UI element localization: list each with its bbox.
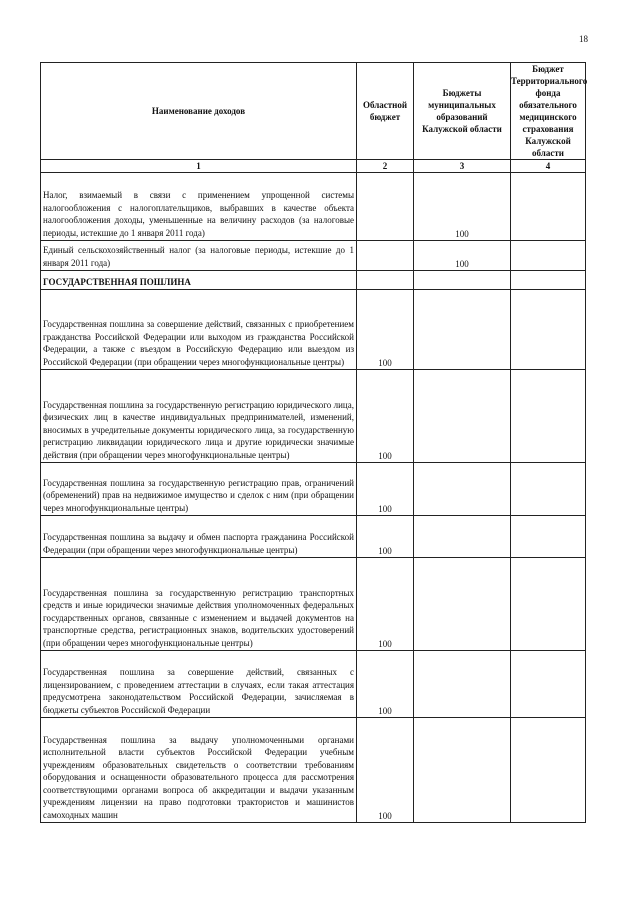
cell-municipal xyxy=(414,370,511,463)
header-regional-budget: Областной бюджет xyxy=(357,63,414,160)
cell-regional: 100 xyxy=(357,463,414,516)
cell-fund xyxy=(511,290,586,370)
row-description: Государственная пошлина за совершение действий, связанных с лицензированием, с проведением аттестации в случаях, если такая аттестация предусмотрена законодательством Российской Федерации, зачисляемая в бюджеты субъектов Российской Федерации xyxy=(41,651,357,718)
cell-municipal xyxy=(414,558,511,651)
table-row xyxy=(41,290,586,370)
table-header-row xyxy=(41,63,586,160)
cell-municipal xyxy=(414,271,511,290)
cell-fund xyxy=(511,718,586,823)
row-description: Налог, взимаемый в связи с применением упрощенной системы налогообложения с налогоплательщиков, выбравших в качестве объекта налогообложения доходы, уменьшенные на величину расходов (за налоговые периоды, истекшие до 1 января 2011 года) xyxy=(41,173,357,241)
cell-regional: 100 xyxy=(357,718,414,823)
cell-regional: 100 xyxy=(357,516,414,558)
cell-fund xyxy=(511,516,586,558)
table-row xyxy=(41,463,586,516)
cell-municipal: 100 xyxy=(414,241,511,271)
cell-regional: 100 xyxy=(357,651,414,718)
column-number-row xyxy=(41,160,586,173)
cell-municipal xyxy=(414,651,511,718)
table-row xyxy=(41,651,586,718)
table-row xyxy=(41,370,586,463)
cell-municipal xyxy=(414,290,511,370)
cell-regional: 100 xyxy=(357,290,414,370)
cell-regional: 100 xyxy=(357,370,414,463)
cell-fund xyxy=(511,651,586,718)
table-row xyxy=(41,558,586,651)
row-description: Государственная пошлина за выдачу уполномоченными органами исполнительной власти субъектов Российской Федерации учебным учреждениям образовательных свидетельств о соответствии требованиям оборудования и оснащенности образовательного процесса для рассмотрения соответствующими органами вопроса об аккредитации и выдачи указанным учреждениям лицензии на право подготовки трактористов и машинистов самоходных машин xyxy=(41,718,357,823)
column-number: 1 xyxy=(41,160,357,173)
page-number: 18 xyxy=(579,34,588,44)
cell-regional xyxy=(357,173,414,241)
cell-fund xyxy=(511,271,586,290)
section-heading-row xyxy=(41,271,586,290)
cell-regional xyxy=(357,271,414,290)
row-description: Государственная пошлина за выдачу и обмен паспорта гражданина Российской Федерации (при обращении через многофункциональные центры) xyxy=(41,516,357,558)
cell-municipal xyxy=(414,718,511,823)
row-description: Государственная пошлина за государственную регистрацию прав, ограничений (обременений) прав на недвижимое имущество и сделок с ним (при обращении через многофункциональные центры) xyxy=(41,463,357,516)
row-description: Государственная пошлина за государственную регистрацию юридического лица, физических лиц в качестве индивидуальных предпринимателей, изменений, вносимых в учредительные документы юридического лица, за государственную регистрацию ликвидации юридического лица и другие юридически значимые действия (при обращении через многофункциональные центры) xyxy=(41,370,357,463)
header-health-insurance-fund: Бюджет Территориального фонда обязательного медицинского страхования Калужской области xyxy=(511,64,588,158)
table-row xyxy=(41,173,586,241)
table-row xyxy=(41,241,586,271)
column-number: 2 xyxy=(357,160,414,173)
cell-fund xyxy=(511,463,586,516)
header-revenue-name: Наименование доходов xyxy=(41,63,357,160)
row-description: Государственная пошлина за совершение действий, связанных с приобретением гражданства Российской Федерации или выходом из гражданства Российской Федерации, а также с въездом в Российскую Федерацию или выездом из Российской Федерации (при обращении через многофункциональные центры) xyxy=(41,290,357,370)
cell-regional xyxy=(357,241,414,271)
header-municipal-budgets: Бюджеты муниципальных образований Калужской области xyxy=(414,63,511,160)
column-number: 3 xyxy=(414,160,511,173)
cell-municipal xyxy=(414,463,511,516)
cell-municipal xyxy=(414,516,511,558)
table-row xyxy=(41,718,586,823)
cell-fund xyxy=(511,241,586,271)
cell-regional: 100 xyxy=(357,558,414,651)
column-number: 4 xyxy=(511,160,586,173)
table-row xyxy=(41,516,586,558)
section-heading: ГОСУДАРСТВЕННАЯ ПОШЛИНА xyxy=(41,271,357,290)
revenue-distribution-table xyxy=(40,62,586,823)
cell-fund xyxy=(511,558,586,651)
cell-fund xyxy=(511,370,586,463)
row-description: Единый сельскохозяйственный налог (за налоговые периоды, истекшие до 1 января 2011 года) xyxy=(41,241,357,271)
row-description: Государственная пошлина за государственную регистрацию транспортных средств и иные юридически значимые действия уполномоченных федеральных государственных органов, связанные с изменением и выдачей документов на транспортные средства, регистрационных знаков, водительских удостоверений (при обращении через многофункциональные центры) xyxy=(41,558,357,651)
cell-municipal: 100 xyxy=(414,173,511,241)
cell-fund xyxy=(511,173,586,241)
